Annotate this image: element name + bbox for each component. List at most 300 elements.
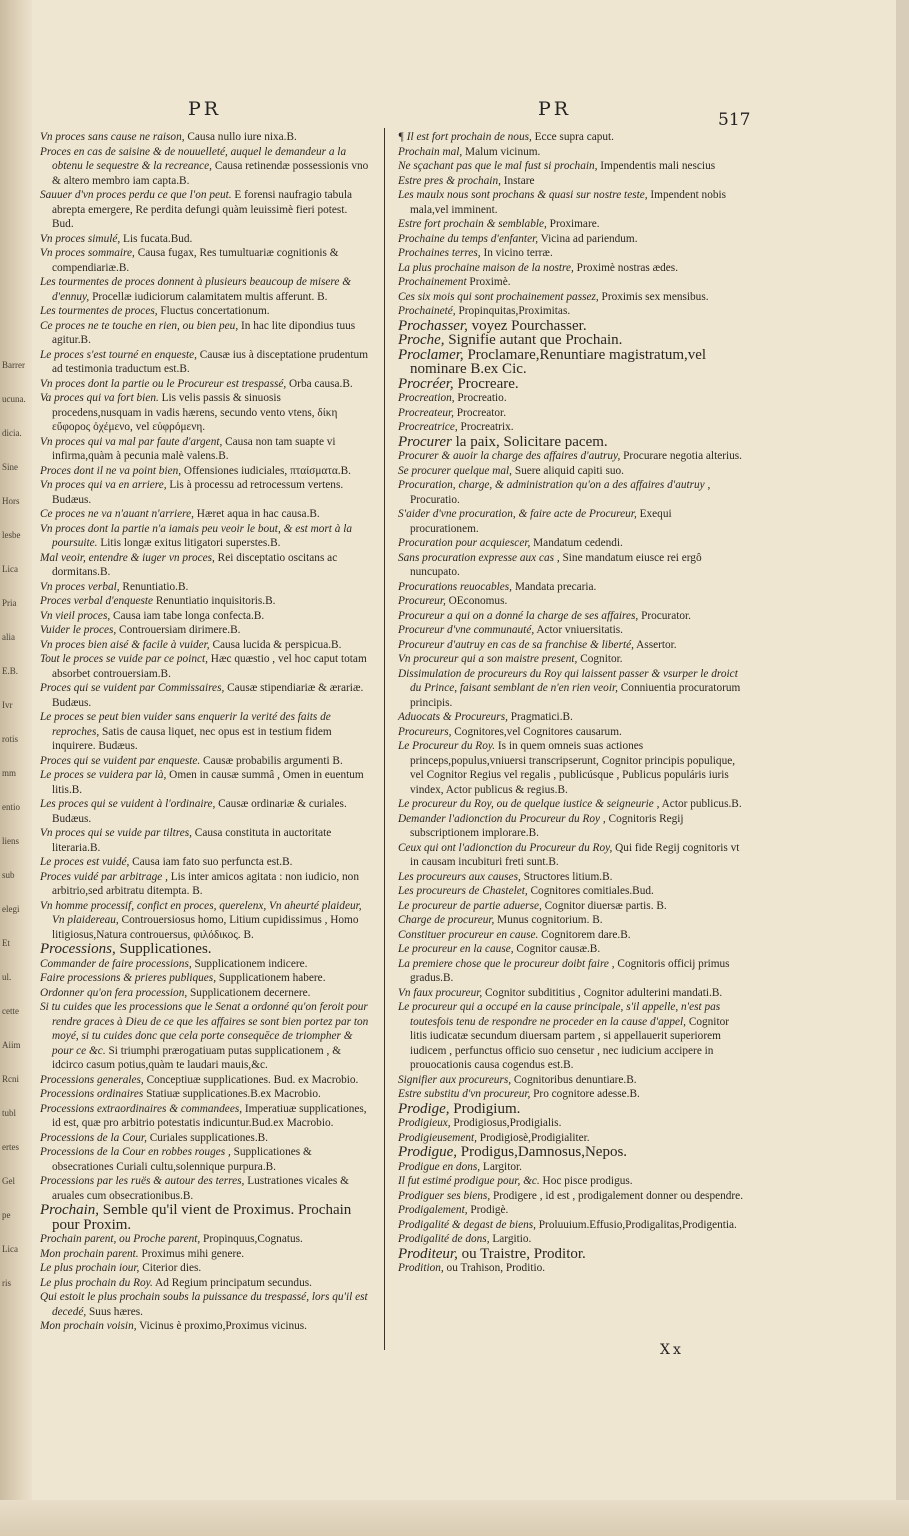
- dictionary-entry: [398, 435, 743, 450]
- margin-fragment: Et: [2, 938, 10, 948]
- entry-french: Ordonner qu'on fera procession,: [40, 986, 188, 999]
- entry-latin: Malum vicinum.: [462, 145, 541, 158]
- entry-latin: Supplicationes & obsecrationes Curiali cultu,solennique purpura.B.: [52, 1146, 312, 1173]
- dictionary-entry: [398, 812, 743, 841]
- entry-latin: Controuersiam dirimere.B.: [116, 624, 241, 636]
- dictionary-entry: [40, 246, 370, 275]
- dictionary-entry: [398, 899, 743, 914]
- entry-french: Procreation,: [398, 392, 455, 404]
- entry-french: Proces vuidé par arbitrage ,: [40, 870, 168, 883]
- dictionary-entry: [398, 275, 743, 290]
- entry-french: Prodigieux,: [398, 1117, 451, 1129]
- margin-fragment: Barrer: [2, 360, 25, 370]
- entry-french: Le Procureur du Roy.: [398, 740, 496, 752]
- dictionary-entry: [40, 275, 370, 304]
- entry-french: Proche,: [398, 332, 445, 348]
- dictionary-entry: [40, 623, 370, 638]
- dictionary-entry: [398, 536, 743, 551]
- dictionary-entry: [398, 870, 743, 885]
- entry-latin: In hac lite dipondius tuus agitur.B.: [52, 319, 356, 346]
- entry-french: Signifier aux procureurs,: [398, 1073, 512, 1086]
- entry-french: Le proces se peut bien vuider sans enquerir la verité des faits de reproches,: [40, 711, 331, 738]
- entry-latin: Causæ probabilis argumenti B.: [200, 754, 343, 767]
- entry-latin: Largitio.: [489, 1233, 532, 1245]
- entry-latin: Procreator.: [453, 406, 507, 419]
- dictionary-entry: [40, 188, 370, 232]
- entry-french: Procuration, charge, & administration qu'on a des affaires d'autruy ,: [398, 479, 711, 491]
- entry-french: Vn proces verbal,: [40, 580, 120, 593]
- entry-latin: Actor publicus.B.: [659, 798, 742, 810]
- entry-french: Vn proces dont la partie ou le Procureur est trespassé,: [40, 377, 287, 390]
- dictionary-entry: [40, 710, 370, 754]
- entry-latin: Semble qu'il vient de Proximus. Prochain pour Proxim.: [52, 1202, 352, 1233]
- dictionary-entry: [40, 1131, 370, 1146]
- entry-latin: Is in quem omneis suas actiones princeps,populus,vniuersi transcripserunt, Cognitor principis populique, vel Cognitor Regius vel regalis , publicúsque , Publicus populáris iuris vindex, Actor publicus & regius.B.: [410, 740, 736, 796]
- entry-french: Prodigalité & degast de biens,: [398, 1218, 536, 1231]
- entry-french: Vn proces sommaire,: [40, 247, 135, 259]
- dictionary-entry: [398, 928, 743, 943]
- entry-latin: Qui fide Regij cognitoris vt in causam incubituri freti sunt.B.: [410, 841, 740, 868]
- entry-french: Sans procuration expresse aux cas ,: [398, 551, 560, 564]
- dictionary-entry: [40, 391, 370, 435]
- entry-french: Procureurs,: [398, 725, 452, 738]
- entry-latin: Rei disceptatio oscitans ac dormitans.B.: [52, 551, 338, 578]
- dictionary-entry: [398, 290, 743, 305]
- dictionary-entry: [40, 304, 370, 319]
- margin-fragment: sub: [2, 870, 15, 880]
- entry-french: Ceux qui ont l'adionction du Procureur du Roy,: [398, 841, 613, 854]
- margin-fragment: entio: [2, 802, 20, 812]
- entry-french: Le plus prochain iour,: [40, 1262, 140, 1274]
- margin-fragment: ul.: [2, 972, 12, 982]
- dictionary-entry: [40, 609, 370, 624]
- dictionary-entry: [398, 1073, 743, 1088]
- dictionary-entry: [40, 130, 370, 145]
- entry-french: Commander de faire processions,: [40, 957, 192, 970]
- margin-fragment: cette: [2, 1006, 19, 1016]
- dictionary-entry: [398, 551, 743, 580]
- dictionary-entry: [398, 841, 743, 870]
- entry-french: Proditeur,: [398, 1245, 458, 1262]
- entry-latin: Renuntiatio inquisitoris.B.: [153, 595, 276, 607]
- dictionary-entry: [398, 1000, 743, 1073]
- entry-latin: OEconomus.: [445, 595, 508, 607]
- dictionary-entry: [40, 1232, 370, 1247]
- entry-latin: Proclamare,Renuntiare magistratum,vel nominare B.ex Cic.: [410, 346, 707, 377]
- page-edge-right: [896, 0, 909, 1536]
- dictionary-entry: [40, 1073, 370, 1088]
- dictionary-entry: [398, 304, 743, 319]
- entry-french: S'aider d'vne procuration, & faire acte de Procureur,: [398, 508, 637, 520]
- entry-latin: Cognitor litis iudicatæ secundum diuersam partem , si appellauerit superiorem iudicem , perfunctus officio suo censetur , nec iudicium accipere in prouocationis causa cogendus est.B.: [410, 1015, 729, 1071]
- entry-french: Processions de la Cour en robbes rouges ,: [40, 1146, 231, 1158]
- dictionary-entry: [398, 942, 743, 957]
- dictionary-entry: [398, 420, 743, 435]
- margin-fragment: Pria: [2, 598, 17, 608]
- entry-latin: Supplicationem habere.: [216, 972, 326, 984]
- entry-french: Procureur,: [398, 595, 446, 607]
- dictionary-entry: [398, 449, 743, 464]
- entry-latin: Statiuæ supplicationes.B.ex Macrobio.: [143, 1088, 321, 1100]
- entry-latin: Suus hæres.: [86, 1305, 143, 1318]
- dictionary-entry: [398, 261, 743, 276]
- dictionary-entry: [398, 478, 743, 507]
- entry-latin: Sine mandatum eiusce rei ergô nuncupato.: [410, 551, 702, 578]
- entry-french: Le proces est vuidé,: [40, 856, 130, 868]
- entry-latin: Causa fugax, Res tumultuariæ cognitionis & compendiariæ.B.: [52, 247, 339, 274]
- entry-french: Prodigieusement,: [398, 1131, 477, 1144]
- page-number: 517: [718, 110, 751, 130]
- dictionary-entry: [40, 942, 370, 957]
- dictionary-entry: [40, 145, 370, 189]
- dictionary-entry: [398, 594, 743, 609]
- entry-french: Les maulx nous sont prochans & quasi sur nostre teste,: [398, 189, 648, 201]
- dictionary-entry: [398, 725, 743, 740]
- entry-french: Vn proces dont la partie n'a iamais peu veoir le bout, & est mort à la poursuite.: [40, 522, 353, 549]
- entry-french: Prochain parent, ou Proche parent,: [40, 1233, 201, 1245]
- dictionary-entry: [40, 232, 370, 247]
- entry-latin: Procurare negotia alterius.: [620, 450, 742, 462]
- dictionary-entry: [398, 1203, 743, 1218]
- dictionary-entry: [398, 348, 743, 377]
- entry-french: Proces verbal d'enqueste: [40, 595, 154, 607]
- entry-french: Le procureur qui a occupé en la cause principale, s'il appelle, n'est pas toutesfois tenu de respondre ne proceder en la cause d'appel,: [398, 1001, 721, 1028]
- entry-latin: Mandata precaria.: [512, 580, 597, 593]
- entry-french: ¶ Il est fort prochain de nous,: [398, 131, 532, 143]
- entry-french: Procreateur,: [398, 406, 454, 419]
- dictionary-entry: [40, 1247, 370, 1262]
- dictionary-entry: [398, 406, 743, 421]
- entry-french: Les procureurs de Chastelet,: [398, 885, 528, 897]
- dictionary-entry: [40, 594, 370, 609]
- dictionary-entry: [398, 246, 743, 261]
- entry-latin: Supplicationem indicere.: [191, 957, 308, 970]
- entry-latin: Causa retinendæ possessionis vno & altero membro iam capta.B.: [52, 160, 369, 187]
- entry-latin: Causa iam fato suo perfuncta est.B.: [129, 856, 293, 868]
- entry-latin: Cognitoris Regij subscriptionem implorare.B.: [410, 812, 684, 839]
- entry-french: Prodigue en dons,: [398, 1160, 481, 1173]
- dictionary-entry: [398, 1131, 743, 1146]
- entry-latin: Curiales supplicationes.B.: [146, 1131, 269, 1144]
- entry-latin: Vicina ad pariendum.: [538, 232, 638, 245]
- running-head-left: PR: [188, 98, 222, 120]
- entry-latin: E forensi naufragio tabula abrepta emergere, Re perdita defungi quàm leuissimè fieri potest. Bud.: [52, 189, 353, 230]
- entry-latin: Causæ ordinariæ & curiales. Budæus.: [52, 798, 347, 825]
- entry-french: Prodigalité de dons,: [398, 1233, 490, 1245]
- entry-french: Le procureur de partie aduerse,: [398, 899, 542, 912]
- entry-latin: ou Trahison, Proditio.: [443, 1262, 546, 1274]
- entry-french: Processions ordinaires: [40, 1088, 144, 1100]
- dictionary-entry: [40, 971, 370, 986]
- entry-french: Aduocats & Procureurs,: [398, 711, 508, 723]
- entry-latin: Cognitor.: [577, 653, 623, 665]
- column-rule: [384, 128, 385, 1350]
- dictionary-entry: [40, 435, 370, 464]
- entry-latin: Lis inter amicos agitata : non iudicio, non arbitrio,sed arbitratu ditempta. B.: [52, 870, 359, 897]
- entry-french: Proces qui se vuident par enqueste.: [40, 754, 201, 767]
- dictionary-entry: [398, 1189, 743, 1204]
- entry-french: Procureur d'autruy en cas de sa franchise & liberté,: [398, 638, 634, 651]
- entry-latin: Lustrationes vicales & aruales cum obsecrationibus.B.: [52, 1175, 349, 1202]
- dictionary-entry: [398, 377, 743, 392]
- entry-latin: Hoc pisce prodigus.: [539, 1175, 633, 1187]
- dictionary-entry: [398, 130, 743, 145]
- dictionary-entry: [40, 551, 370, 580]
- dictionary-entry: [40, 986, 370, 1001]
- margin-fragment: elegi: [2, 904, 20, 914]
- dictionary-entry: [398, 174, 743, 189]
- entry-french: Processions generales,: [40, 1073, 144, 1086]
- entry-french: La plus prochaine maison de la nostre,: [398, 261, 574, 274]
- dictionary-entry: [398, 884, 743, 899]
- dictionary-entry: [398, 913, 743, 928]
- entry-latin: Imperatiuæ supplicationes, id est, quæ pro arbitrio potestatis indicuntur.Bud.ex Macrobio.: [52, 1102, 367, 1129]
- entry-french: Estre pres & prochain,: [398, 174, 501, 187]
- dictionary-entry: [40, 348, 370, 377]
- entry-french: Proces dont il ne va point bien,: [40, 464, 182, 477]
- dictionary-entry: [398, 667, 743, 711]
- entry-french: Vn proces qui se vuide par tiltres,: [40, 827, 192, 839]
- entry-latin: Prodigè.: [467, 1204, 509, 1216]
- entry-french: Qui estoit le plus prochain soubs la puissance du trespassé, lors qu'il est decedé,: [40, 1291, 368, 1318]
- dictionary-entry: [40, 899, 370, 943]
- entry-latin: Propinquus,Cognatus.: [200, 1233, 303, 1245]
- entry-french: Vn proces qui va mal par faute d'argent,: [40, 435, 223, 448]
- entry-latin: Impendent nobis mala,vel imminent.: [410, 189, 727, 216]
- dictionary-entry: [398, 1087, 743, 1102]
- dictionary-entry: [398, 1174, 743, 1189]
- dictionary-entry: [398, 188, 743, 217]
- entry-french: Tout le proces se vuide par ce poinct,: [40, 653, 208, 665]
- entry-french: Proclamer,: [398, 346, 464, 363]
- dictionary-entry: [398, 1232, 743, 1247]
- entry-latin: Si triumphi prærogatiuam putas supplicationem , & idcirco casum potius,quàm te laudari mauis,&c.: [52, 1044, 341, 1071]
- entry-latin: Mandatum cedendi.: [530, 537, 623, 549]
- running-head-right: PR: [538, 98, 572, 120]
- entry-french: Si tu cuides que les processions que le Senat a ordonné qu'on feroit pour rendre graces à Dieu de ce que les affaires se sont bien portez par ton moyé, si tu cuides donc que cela porte consequēce de triompher & pour ce &c.: [40, 1001, 369, 1057]
- entry-latin: Assertor.: [633, 638, 677, 651]
- dictionary-entry: [398, 391, 743, 406]
- dictionary-entry: [398, 464, 743, 479]
- entry-french: Procureur d'vne communauté,: [398, 624, 535, 636]
- dictionary-entry: [398, 1116, 743, 1131]
- dictionary-entry: [398, 710, 743, 725]
- dictionary-entry: [40, 1102, 370, 1131]
- entry-french: Sauuer d'vn proces perdu ce que l'on peut.: [40, 189, 232, 201]
- margin-fragment: Sine: [2, 462, 19, 472]
- entry-latin: Satis de causa liquet, nec opus est in testium fidem inquirere. Budæus.: [52, 725, 332, 752]
- entry-latin: Suere aliquid capiti suo.: [512, 464, 625, 477]
- entry-french: Vn proces bien aisé & facile à vuider,: [40, 638, 210, 651]
- dictionary-entry: [398, 739, 743, 797]
- entry-latin: Prodigium.: [449, 1100, 521, 1117]
- dictionary-entry: [398, 609, 743, 624]
- entry-french: Demander l'adionction du Procureur du Roy ,: [398, 812, 606, 825]
- entry-latin: Omen in causæ summâ , Omen in euentum litis.B.: [52, 769, 364, 796]
- dictionary-entry: [40, 478, 370, 507]
- entry-french: Mon prochain parent.: [40, 1247, 139, 1260]
- margin-fragment: Gel: [2, 1176, 15, 1186]
- entry-latin: Hæret aqua in hac causa.B.: [193, 508, 320, 520]
- entry-latin: Procreatio.: [454, 392, 507, 404]
- dictionary-entry: [398, 1261, 743, 1276]
- entry-french: Processions par les ruës & autour des terres,: [40, 1175, 245, 1187]
- entry-latin: Structores litium.B.: [520, 870, 613, 883]
- entry-latin: Lis fucata.Bud.: [120, 232, 193, 245]
- dictionary-entry: [398, 507, 743, 536]
- entry-latin: Causa constituta in auctoritate literaria.B.: [52, 827, 332, 854]
- dictionary-entry: [40, 319, 370, 348]
- entry-latin: ou Traistre, Proditor.: [457, 1245, 586, 1262]
- entry-french: Procuration pour acquiescer,: [398, 537, 531, 549]
- dictionary-entry: [40, 797, 370, 826]
- entry-french: Va proces qui va fort bien.: [40, 392, 159, 404]
- dictionary-entry: [40, 1319, 370, 1334]
- entry-french: Mon prochain voisin,: [40, 1320, 137, 1332]
- entry-latin: Causæ ius à disceptatione prudentum ad testimonia traductum est.B.: [52, 348, 368, 375]
- entry-latin: Controuersiosus homo, Litium cupidissimus , Homo litigiosus,Natura controuersus, φιλόδικος. B.: [52, 914, 359, 941]
- entry-latin: Cognitor causæ.B.: [513, 943, 601, 955]
- margin-fragment: ris: [2, 1278, 11, 1288]
- margin-fragment: ertes: [2, 1142, 19, 1152]
- entry-latin: Supplicationes.: [115, 941, 212, 957]
- dictionary-entry: [40, 522, 370, 551]
- dictionary-entry: [398, 159, 743, 174]
- entry-latin: la paix, Solicitare pacem.: [451, 433, 608, 450]
- entry-latin: Cognitor subdititius , Cognitor adulterini mandati.B.: [482, 986, 723, 999]
- entry-latin: Lis à processu ad retrocessum vertens. Budæus.: [52, 479, 344, 506]
- entry-latin: Proximare.: [546, 218, 600, 230]
- entry-french: Procreatrice,: [398, 421, 458, 433]
- dictionary-entry: [40, 957, 370, 972]
- dictionary-entry: [398, 333, 743, 348]
- entry-french: Procurer: [398, 433, 452, 450]
- dictionary-entry: [398, 217, 743, 232]
- dictionary-entry: [398, 1247, 743, 1262]
- entry-french: Procréer,: [398, 375, 454, 392]
- entry-latin: Cognitores,vel Cognitores causarum.: [451, 725, 622, 738]
- entry-french: Le procureur en la cause,: [398, 943, 514, 955]
- entry-french: Ces six mois qui sont prochainement passez,: [398, 290, 599, 303]
- dictionary-entry: [40, 1145, 370, 1174]
- entry-latin: Procreare.: [453, 375, 519, 392]
- margin-fragment: Ivr: [2, 700, 13, 710]
- dictionary-entry: [40, 1276, 370, 1291]
- entry-latin: Procreatrix.: [457, 421, 514, 433]
- entry-french: Faire processions & prieres publiques,: [40, 972, 217, 984]
- entry-latin: Munus cognitorium. B.: [494, 914, 603, 926]
- entry-latin: Cognitor diuersæ partis. B.: [541, 899, 667, 912]
- dictionary-entry: [398, 638, 743, 653]
- entry-french: Mal veoir, entendre & iuger vn proces,: [40, 551, 215, 564]
- entry-french: Prochaineté,: [398, 305, 456, 317]
- dictionary-entry: [40, 638, 370, 653]
- entry-french: Les tourmentes de proces,: [40, 305, 158, 317]
- margin-fragment: alia: [2, 632, 15, 642]
- dictionary-entry: [398, 580, 743, 595]
- entry-french: Procurations reuocables,: [398, 580, 513, 593]
- entry-french: Processions extraordinaires & commandees,: [40, 1102, 243, 1115]
- entry-french: Le proces se vuidera par là,: [40, 769, 167, 781]
- margin-fragment: mm: [2, 768, 17, 778]
- margin-fragment: Lica: [2, 564, 18, 574]
- entry-latin: Causa non tam suapte vi infirma,quàm à pecunia malè valens.B.: [52, 435, 336, 462]
- right-column: [398, 130, 743, 1276]
- entry-french: Vn homme processif, confict en proces, querelenx, Vn aheurté plaideur, Vn plaidereau,: [40, 899, 362, 926]
- dictionary-entry: [40, 1174, 370, 1203]
- margin-fragment: Lica: [2, 1244, 18, 1254]
- entry-latin: Largitor.: [480, 1160, 522, 1173]
- entry-french: Prodition,: [398, 1262, 444, 1274]
- entry-french: Vuider le proces,: [40, 624, 117, 636]
- entry-latin: Proluuium.Effusio,Prodigalitas,Prodigentia.: [535, 1218, 737, 1231]
- margin-fragment: rotis: [2, 734, 19, 744]
- entry-french: Prodigalement,: [398, 1204, 468, 1216]
- dictionary-entry: [398, 652, 743, 667]
- dictionary-entry: [40, 826, 370, 855]
- entry-latin: Causa lucida & perspicua.B.: [209, 638, 342, 651]
- entry-latin: Exequi procurationem.: [410, 508, 672, 535]
- entry-latin: Causæ stipendiariæ & ærariæ. Budæus.: [52, 682, 364, 709]
- entry-french: Prochaines terres,: [398, 247, 481, 259]
- dictionary-entry: [40, 580, 370, 595]
- entry-latin: Supplicationem decernere.: [187, 986, 311, 999]
- entry-latin: Prodigiosè,Prodigialiter.: [476, 1131, 590, 1144]
- page-edge-bottom: [0, 1500, 909, 1536]
- margin-fragment: pe: [2, 1210, 11, 1220]
- entry-french: Dissimulation de procureurs du Roy qui laissent passer & vsurper le droict du Prince, faisant semblant de n'en rien veoir,: [398, 667, 738, 694]
- dictionary-entry: [398, 623, 743, 638]
- entry-latin: Cognitorem dare.B.: [538, 928, 631, 941]
- entry-french: Il fut estimé prodigue pour, &c.: [398, 1175, 540, 1187]
- dictionary-entry: [398, 986, 743, 1001]
- dictionary-entry: [40, 1087, 370, 1102]
- margin-fragment: dicia.: [2, 428, 22, 438]
- dictionary-entry: [398, 319, 743, 334]
- entry-french: Vn proces qui va en arriere,: [40, 479, 167, 491]
- entry-latin: Proximè.: [466, 276, 511, 288]
- dictionary-entry: [40, 681, 370, 710]
- dictionary-entry: [40, 855, 370, 870]
- entry-latin: Lis velis passis & sinuosis procedens,nusquam in vadis hærens, secundo vento vtens, δίκη εὔφορος ὀχέμενο, vel εὐφρόμενη.: [52, 392, 338, 433]
- entry-french: Proces qui se vuident par Commissaires,: [40, 682, 225, 694]
- entry-french: Processions,: [40, 941, 116, 957]
- entry-latin: Conniuentia procuratorum principis.: [410, 682, 741, 709]
- entry-latin: Procellæ iudiciorum calamitatem multis afferunt. B.: [89, 290, 328, 303]
- dictionary-entry: [40, 754, 370, 769]
- entry-latin: Causa nullo iure nixa.B.: [184, 131, 297, 143]
- entry-latin: Cognitores comitiales.Bud.: [527, 885, 654, 897]
- entry-french: Ce proces ne va n'auant n'arriere,: [40, 508, 194, 520]
- entry-latin: Causa iam tabe longa confecta.B.: [110, 609, 265, 622]
- entry-french: Les proces qui se vuident à l'ordinaire,: [40, 798, 216, 810]
- entry-french: Vn vieil proces,: [40, 609, 111, 622]
- dictionary-entry: [40, 1261, 370, 1276]
- dictionary-entry: [40, 870, 370, 899]
- left-column: [40, 130, 370, 1334]
- entry-latin: Instare: [500, 174, 535, 187]
- dictionary-entry: [398, 145, 743, 160]
- entry-french: Vn procureur qui a son maistre present,: [398, 653, 578, 665]
- entry-french: Prodige,: [398, 1100, 450, 1117]
- dictionary-entry: [398, 797, 743, 812]
- entry-latin: Cognitoris officij primus gradus.B.: [410, 957, 730, 984]
- entry-latin: Vicinus è proximo,Proximus vicinus.: [136, 1320, 307, 1332]
- entry-latin: Procurator.: [638, 609, 691, 622]
- entry-latin: Impendentis mali nescius: [597, 160, 716, 172]
- entry-latin: Pro cognitore adesse.B.: [530, 1088, 640, 1100]
- entry-french: Prodiguer ses biens,: [398, 1189, 491, 1202]
